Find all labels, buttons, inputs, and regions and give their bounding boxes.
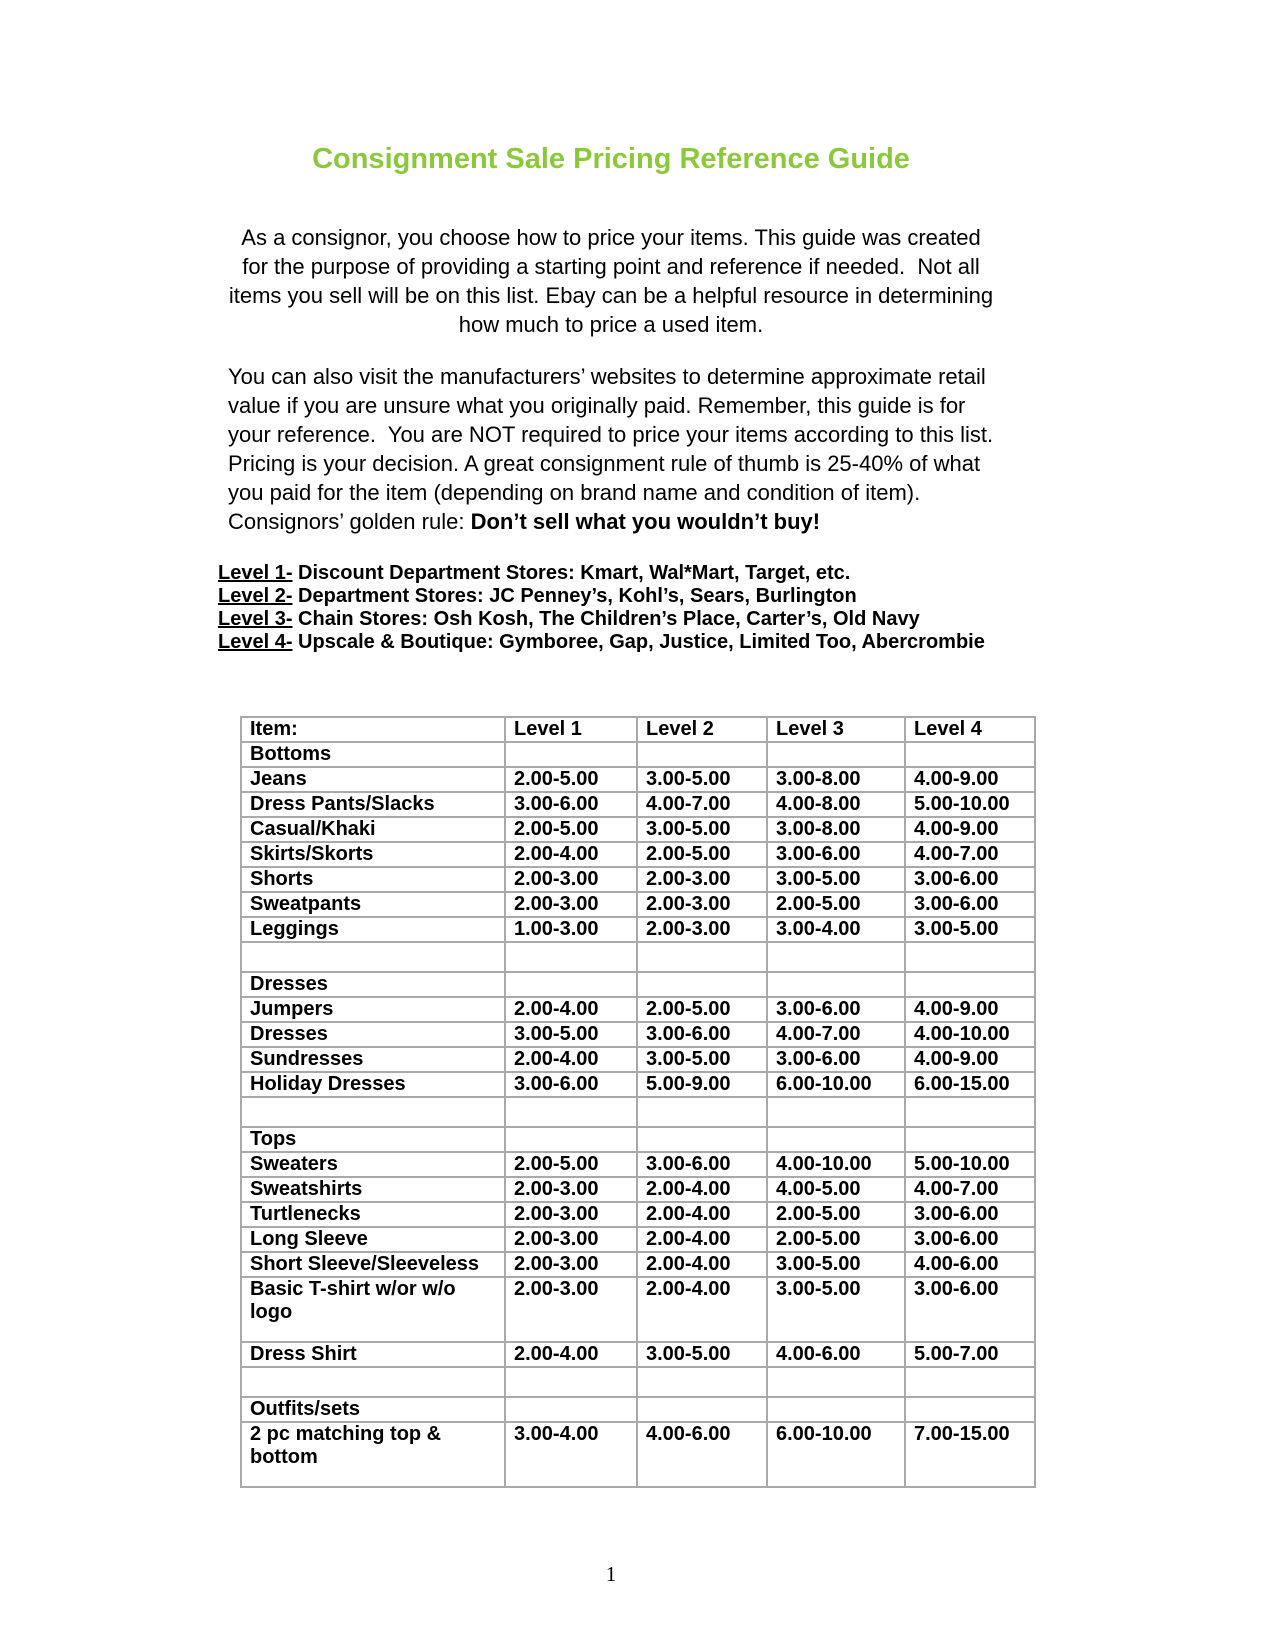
table-spacer-row [241, 1367, 1035, 1397]
price-cell [637, 1097, 767, 1127]
price-cell [905, 1097, 1035, 1127]
item-cell: Sweaters [241, 1152, 505, 1177]
price-cell: 6.00-10.00 [767, 1422, 905, 1487]
price-cell: 1.00-3.00 [505, 917, 637, 942]
price-cell: 2.00-5.00 [767, 892, 905, 917]
price-cell: 5.00-7.00 [905, 1342, 1035, 1367]
item-cell: Leggings [241, 917, 505, 942]
price-cell: 3.00-6.00 [905, 1277, 1035, 1342]
price-cell: 4.00-7.00 [767, 1022, 905, 1047]
price-cell: 5.00-10.00 [905, 792, 1035, 817]
table-row [241, 972, 1035, 997]
price-cell: 3.00-5.00 [767, 867, 905, 892]
price-cell: 6.00-10.00 [767, 1072, 905, 1097]
price-cell: 3.00-6.00 [767, 997, 905, 1022]
price-cell [767, 1397, 905, 1422]
table-row [241, 1227, 1035, 1252]
price-cell [637, 742, 767, 767]
price-cell [905, 742, 1035, 767]
item-cell: Long Sleeve [241, 1227, 505, 1252]
price-cell: 2.00-5.00 [637, 842, 767, 867]
table-row [241, 917, 1035, 942]
price-cell: 6.00-15.00 [905, 1072, 1035, 1097]
item-cell: Tops [241, 1127, 505, 1152]
price-cell: 5.00-9.00 [637, 1072, 767, 1097]
table-spacer-row [241, 942, 1035, 972]
body-paragraph-text: You can also visit the manufacturers’ websites to determine approximate retail value if you are unsure what you originally paid. Remember, this guide is for your reference. You are NOT required to price your items according to this list. Pricing is your decision. A great consignment rule of thumb is 25-40% of what you paid for the item (depending on brand name and condition of item). Consignors’ golden rule: [228, 364, 1000, 534]
price-cell: 2.00-4.00 [505, 1047, 637, 1072]
table-row [241, 1022, 1035, 1047]
table-row [241, 1342, 1035, 1367]
table-row [241, 1252, 1035, 1277]
price-cell: 3.00-6.00 [505, 792, 637, 817]
price-cell: 2.00-5.00 [767, 1202, 905, 1227]
price-cell [767, 1127, 905, 1152]
price-cell [505, 1127, 637, 1152]
price-cell [505, 1367, 637, 1397]
table-row [241, 1127, 1035, 1152]
price-cell [905, 1367, 1035, 1397]
price-cell: 4.00-9.00 [905, 1047, 1035, 1072]
price-cell: 2.00-4.00 [637, 1227, 767, 1252]
price-cell [505, 972, 637, 997]
intro-paragraph: As a consignor, you choose how to price your items. This guide was created for the purpose of providing a starting point and reference if needed. Not all items you sell will be on this list. Ebay can be a helpful resource in determining how much to price a used item. [228, 225, 1000, 337]
price-cell [637, 1127, 767, 1152]
level-4-text: Upscale & Boutique: Gymboree, Gap, Justice, Limited Too, Abercrombie [292, 631, 985, 653]
price-cell: 3.00-5.00 [637, 767, 767, 792]
price-cell: 2.00-3.00 [505, 1227, 637, 1252]
level-legend [218, 562, 994, 654]
price-cell: 2.00-4.00 [637, 1177, 767, 1202]
price-cell [767, 1097, 905, 1127]
price-cell: 2.00-3.00 [637, 867, 767, 892]
level-4-label: Level 4- [218, 631, 293, 653]
price-cell: 3.00-8.00 [767, 767, 905, 792]
price-cell: 2.00-3.00 [505, 892, 637, 917]
price-cell: 7.00-15.00 [905, 1422, 1035, 1487]
price-cell [905, 1127, 1035, 1152]
price-cell: 2.00-3.00 [505, 867, 637, 892]
table-header-cell: Item: [241, 717, 505, 742]
price-cell [905, 1397, 1035, 1422]
price-cell: 2.00-4.00 [505, 1342, 637, 1367]
table-header-cell: Level 4 [905, 717, 1035, 742]
price-cell: 3.00-5.00 [637, 1047, 767, 1072]
document-content [218, 143, 1010, 1488]
table-row [241, 1397, 1035, 1422]
price-cell: 4.00-6.00 [905, 1252, 1035, 1277]
table-row [241, 1072, 1035, 1097]
price-cell [637, 1367, 767, 1397]
table-row [241, 817, 1035, 842]
table-spacer-row [241, 1097, 1035, 1127]
level-2-line [218, 585, 994, 608]
item-cell: Dresses [241, 1022, 505, 1047]
item-cell: Sweatshirts [241, 1177, 505, 1202]
price-cell: 3.00-6.00 [905, 867, 1035, 892]
item-cell: Outfits/sets [241, 1397, 505, 1422]
price-cell: 4.00-9.00 [905, 997, 1035, 1022]
body-paragraph [228, 362, 1000, 536]
table-header-cell: Level 2 [637, 717, 767, 742]
level-1-text: Discount Department Stores: Kmart, Wal*Mart, Target, etc. [292, 562, 851, 584]
price-cell: 3.00-5.00 [767, 1252, 905, 1277]
price-cell: 2.00-3.00 [637, 917, 767, 942]
price-cell: 3.00-5.00 [905, 917, 1035, 942]
table-row [241, 767, 1035, 792]
price-cell: 2.00-5.00 [505, 767, 637, 792]
price-cell: 2.00-3.00 [505, 1277, 637, 1342]
table-header-cell: Level 3 [767, 717, 905, 742]
table-row [241, 1177, 1035, 1202]
price-cell: 3.00-6.00 [505, 1072, 637, 1097]
price-cell: 3.00-8.00 [767, 817, 905, 842]
price-cell [905, 942, 1035, 972]
price-cell [505, 1097, 637, 1127]
price-cell: 4.00-6.00 [637, 1422, 767, 1487]
price-cell: 4.00-7.00 [637, 792, 767, 817]
item-cell: Dresses [241, 972, 505, 997]
price-cell: 2.00-3.00 [505, 1177, 637, 1202]
item-cell: Shorts [241, 867, 505, 892]
item-cell: 2 pc matching top & bottom [241, 1422, 505, 1487]
item-cell: Holiday Dresses [241, 1072, 505, 1097]
level-1-label: Level 1- [218, 562, 293, 584]
item-cell [241, 942, 505, 972]
table-header-row [241, 717, 1035, 742]
table-row [241, 867, 1035, 892]
price-cell: 2.00-3.00 [505, 1252, 637, 1277]
level-4-line [218, 631, 994, 654]
pricing-table [240, 716, 1036, 1488]
price-cell: 3.00-6.00 [637, 1152, 767, 1177]
item-cell [241, 1097, 505, 1127]
price-cell: 2.00-5.00 [767, 1227, 905, 1252]
item-cell: Short Sleeve/Sleeveless [241, 1252, 505, 1277]
price-cell: 3.00-6.00 [767, 842, 905, 867]
price-cell [767, 1367, 905, 1397]
price-cell: 3.00-5.00 [637, 1342, 767, 1367]
item-cell: Skirts/Skorts [241, 842, 505, 867]
table-header-cell: Level 1 [505, 717, 637, 742]
price-cell: 4.00-5.00 [767, 1177, 905, 1202]
price-cell: 3.00-5.00 [637, 817, 767, 842]
price-cell: 2.00-3.00 [505, 1202, 637, 1227]
table-row [241, 1422, 1035, 1487]
price-cell: 2.00-4.00 [637, 1252, 767, 1277]
level-3-line [218, 608, 994, 631]
price-cell [637, 972, 767, 997]
price-cell [505, 742, 637, 767]
price-cell: 3.00-6.00 [767, 1047, 905, 1072]
level-3-label: Level 3- [218, 608, 293, 630]
price-cell: 4.00-7.00 [905, 842, 1035, 867]
price-cell: 4.00-8.00 [767, 792, 905, 817]
page-number: 1 [605, 1562, 617, 1586]
price-cell: 4.00-9.00 [905, 767, 1035, 792]
item-cell: Jumpers [241, 997, 505, 1022]
price-cell [505, 1397, 637, 1422]
price-cell [637, 1397, 767, 1422]
item-cell: Bottoms [241, 742, 505, 767]
price-cell [905, 972, 1035, 997]
item-cell: Casual/Khaki [241, 817, 505, 842]
page-title: Consignment Sale Pricing Reference Guide [312, 143, 910, 175]
item-cell: Basic T-shirt w/or w/o logo [241, 1277, 505, 1342]
table-row [241, 892, 1035, 917]
price-cell: 4.00-7.00 [905, 1177, 1035, 1202]
price-cell: 3.00-6.00 [905, 1227, 1035, 1252]
price-cell: 2.00-4.00 [637, 1202, 767, 1227]
price-cell: 2.00-4.00 [505, 997, 637, 1022]
table-row [241, 1152, 1035, 1177]
table-row [241, 842, 1035, 867]
item-cell: Turtlenecks [241, 1202, 505, 1227]
item-cell: Sundresses [241, 1047, 505, 1072]
price-cell: 3.00-4.00 [505, 1422, 637, 1487]
price-cell: 3.00-6.00 [637, 1022, 767, 1047]
price-cell: 4.00-10.00 [905, 1022, 1035, 1047]
price-cell: 2.00-5.00 [505, 817, 637, 842]
price-cell: 2.00-5.00 [505, 1152, 637, 1177]
price-cell: 3.00-6.00 [905, 892, 1035, 917]
price-cell: 2.00-4.00 [505, 842, 637, 867]
item-cell: Dress Pants/Slacks [241, 792, 505, 817]
price-cell: 2.00-4.00 [637, 1277, 767, 1342]
table-row [241, 1277, 1035, 1342]
table-row [241, 742, 1035, 767]
price-cell: 3.00-5.00 [767, 1277, 905, 1342]
price-cell: 2.00-3.00 [637, 892, 767, 917]
item-cell: Sweatpants [241, 892, 505, 917]
price-cell: 5.00-10.00 [905, 1152, 1035, 1177]
price-cell: 4.00-9.00 [905, 817, 1035, 842]
price-cell: 4.00-10.00 [767, 1152, 905, 1177]
price-cell: 3.00-5.00 [505, 1022, 637, 1047]
table-row [241, 1047, 1035, 1072]
table-row [241, 1202, 1035, 1227]
item-cell: Jeans [241, 767, 505, 792]
level-3-text: Chain Stores: Osh Kosh, The Children’s Place, Carter’s, Old Navy [292, 608, 920, 630]
price-cell: 2.00-5.00 [637, 997, 767, 1022]
level-2-text: Department Stores: JC Penney’s, Kohl’s, Sears, Burlington [292, 585, 857, 607]
price-cell [767, 942, 905, 972]
price-cell [505, 942, 637, 972]
item-cell: Dress Shirt [241, 1342, 505, 1367]
price-cell [637, 942, 767, 972]
table-row [241, 997, 1035, 1022]
price-cell: 3.00-6.00 [905, 1202, 1035, 1227]
level-2-label: Level 2- [218, 585, 293, 607]
pricing-table-body [241, 717, 1035, 1487]
price-cell: 4.00-6.00 [767, 1342, 905, 1367]
price-cell [767, 972, 905, 997]
table-row [241, 792, 1035, 817]
item-cell [241, 1367, 505, 1397]
price-cell [767, 742, 905, 767]
golden-rule-text: Don’t sell what you wouldn’t buy! [470, 509, 821, 534]
level-1-line [218, 562, 994, 585]
price-cell: 3.00-4.00 [767, 917, 905, 942]
